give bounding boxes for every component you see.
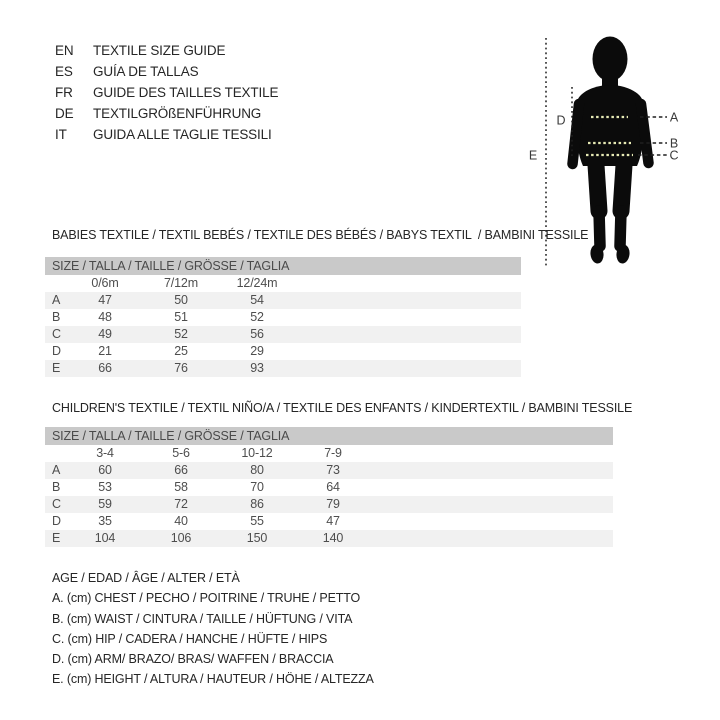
row-letter: B <box>52 480 61 494</box>
column-header: 3-4 <box>96 446 114 460</box>
row-letter: A <box>52 293 61 307</box>
size-value: 106 <box>170 531 192 545</box>
silhouette-right-thigh <box>621 165 624 211</box>
legend-line: C. (cm) HIP / CADERA / HANCHE / HÜFTE / HIPS <box>52 631 328 646</box>
size-value: 52 <box>174 327 188 341</box>
language-title-list <box>55 40 278 145</box>
children-size-table <box>45 427 613 547</box>
table-row <box>45 309 521 326</box>
size-value: 59 <box>98 497 112 511</box>
size-value: 55 <box>250 514 264 528</box>
babies-column-headers <box>45 275 521 292</box>
table-row <box>45 292 521 309</box>
legend-line: AGE / EDAD / ÂGE / ALTER / ETÀ <box>52 571 240 585</box>
language-row <box>55 124 278 145</box>
size-value: 73 <box>326 463 340 477</box>
size-value: 66 <box>174 463 188 477</box>
silhouette-left-thigh <box>596 165 599 211</box>
size-value: 150 <box>246 531 268 545</box>
babies-size-table <box>45 257 521 377</box>
legend-line: E. (cm) HEIGHT / ALTURA / HAUTEUR / HÖHE / ALTEZZA <box>52 672 374 687</box>
legend-line: D. (cm) ARM/ BRAZO/ BRAS/ WAFFEN / BRACCIA <box>52 652 334 667</box>
size-value: 47 <box>98 293 112 307</box>
language-title: GUIDA ALLE TAGLIE TESSILI <box>93 127 272 142</box>
language-row <box>55 82 278 103</box>
size-value: 104 <box>94 531 116 545</box>
silhouette-right-arm <box>641 104 649 163</box>
size-value: 56 <box>250 327 264 341</box>
silhouette-right-calf <box>620 211 621 246</box>
column-header: 7/12m <box>164 276 198 290</box>
row-letter: C <box>52 497 61 511</box>
language-row <box>55 40 278 61</box>
size-value: 49 <box>98 327 112 341</box>
size-value: 29 <box>250 344 264 358</box>
silhouette-left-calf <box>599 211 600 246</box>
size-value: 79 <box>326 497 340 511</box>
babies-table-body <box>45 292 521 377</box>
language-row <box>55 103 278 124</box>
size-value: 70 <box>250 480 264 494</box>
column-spacer <box>45 445 67 462</box>
children-column-headers <box>45 445 613 462</box>
size-value: 47 <box>326 514 340 528</box>
language-title: GUIDE DES TAILLES TEXTILE <box>93 85 279 100</box>
table-row <box>45 496 613 513</box>
size-value: 60 <box>98 463 112 477</box>
row-letter: D <box>52 514 61 528</box>
figure-label-e: E <box>528 148 538 163</box>
size-value: 21 <box>98 344 112 358</box>
figure-label-a: A <box>669 110 679 125</box>
language-title: TEXTILE SIZE GUIDE <box>93 43 226 58</box>
size-value: 52 <box>250 310 264 324</box>
table-row <box>45 530 613 547</box>
table-row <box>45 479 613 496</box>
silhouette-torso <box>576 85 644 166</box>
language-code: ES <box>55 64 73 79</box>
row-letter: D <box>52 344 61 358</box>
language-title: TEXTILGRÖßENFÜHRUNG <box>93 106 262 121</box>
table-row <box>45 360 521 377</box>
silhouette-left-arm <box>573 104 580 164</box>
measurement-legend <box>52 568 374 690</box>
size-value: 58 <box>174 480 188 494</box>
language-code: IT <box>55 127 67 142</box>
size-value: 51 <box>174 310 188 324</box>
row-letter: C <box>52 327 61 341</box>
column-header: 7-9 <box>324 446 342 460</box>
size-value: 140 <box>322 531 344 545</box>
babies-size-header-bar: SIZE / TALLA / TAILLE / GRÖSSE / TAGLIA <box>45 257 521 275</box>
children-table-body <box>45 462 613 547</box>
column-header: 0/6m <box>91 276 119 290</box>
language-title: GUÍA DE TALLAS <box>93 64 199 79</box>
column-header: 12/24m <box>236 276 278 290</box>
table-row <box>45 326 521 343</box>
language-code: EN <box>55 43 74 58</box>
figure-label-b: B <box>669 136 679 151</box>
language-code: FR <box>55 85 73 100</box>
language-row <box>55 61 278 82</box>
size-value: 53 <box>98 480 112 494</box>
size-value: 66 <box>98 361 112 375</box>
column-header: 5-6 <box>172 446 190 460</box>
figure-label-d: D <box>556 113 566 128</box>
size-value: 76 <box>174 361 188 375</box>
figure-label-c: C <box>669 148 679 163</box>
table-row <box>45 343 521 360</box>
size-value: 72 <box>174 497 188 511</box>
row-letter: E <box>52 531 61 545</box>
size-value: 50 <box>174 293 188 307</box>
size-value: 80 <box>250 463 264 477</box>
language-code: DE <box>55 106 74 121</box>
size-value: 35 <box>98 514 112 528</box>
children-section-title: CHILDREN'S TEXTILE / TEXTIL NIÑO/A / TEXTILE DES ENFANTS / KINDERTEXTIL / BAMBINI TESSILE <box>52 401 633 415</box>
babies-section-title: BABIES TEXTILE / TEXTIL BEBÉS / TEXTILE DES BÉBÉS / BABYS TEXTIL / BAMBINI TESSILE <box>52 228 589 242</box>
size-value: 64 <box>326 480 340 494</box>
column-spacer <box>45 275 67 292</box>
size-value: 48 <box>98 310 112 324</box>
row-letter: B <box>52 310 61 324</box>
size-value: 86 <box>250 497 264 511</box>
size-value: 93 <box>250 361 264 375</box>
children-size-header-bar: SIZE / TALLA / TAILLE / GRÖSSE / TAGLIA <box>45 427 613 445</box>
table-row <box>45 462 613 479</box>
column-header: 10-12 <box>241 446 273 460</box>
row-letter: E <box>52 361 61 375</box>
legend-line: B. (cm) WAIST / CINTURA / TAILLE / HÜFTUNG / VITA <box>52 611 353 626</box>
size-value: 54 <box>250 293 264 307</box>
table-row <box>45 513 613 530</box>
row-letter: A <box>52 463 61 477</box>
size-value: 40 <box>174 514 188 528</box>
size-value: 25 <box>174 344 188 358</box>
legend-line: A. (cm) CHEST / PECHO / POITRINE / TRUHE / PETTO <box>52 591 361 606</box>
